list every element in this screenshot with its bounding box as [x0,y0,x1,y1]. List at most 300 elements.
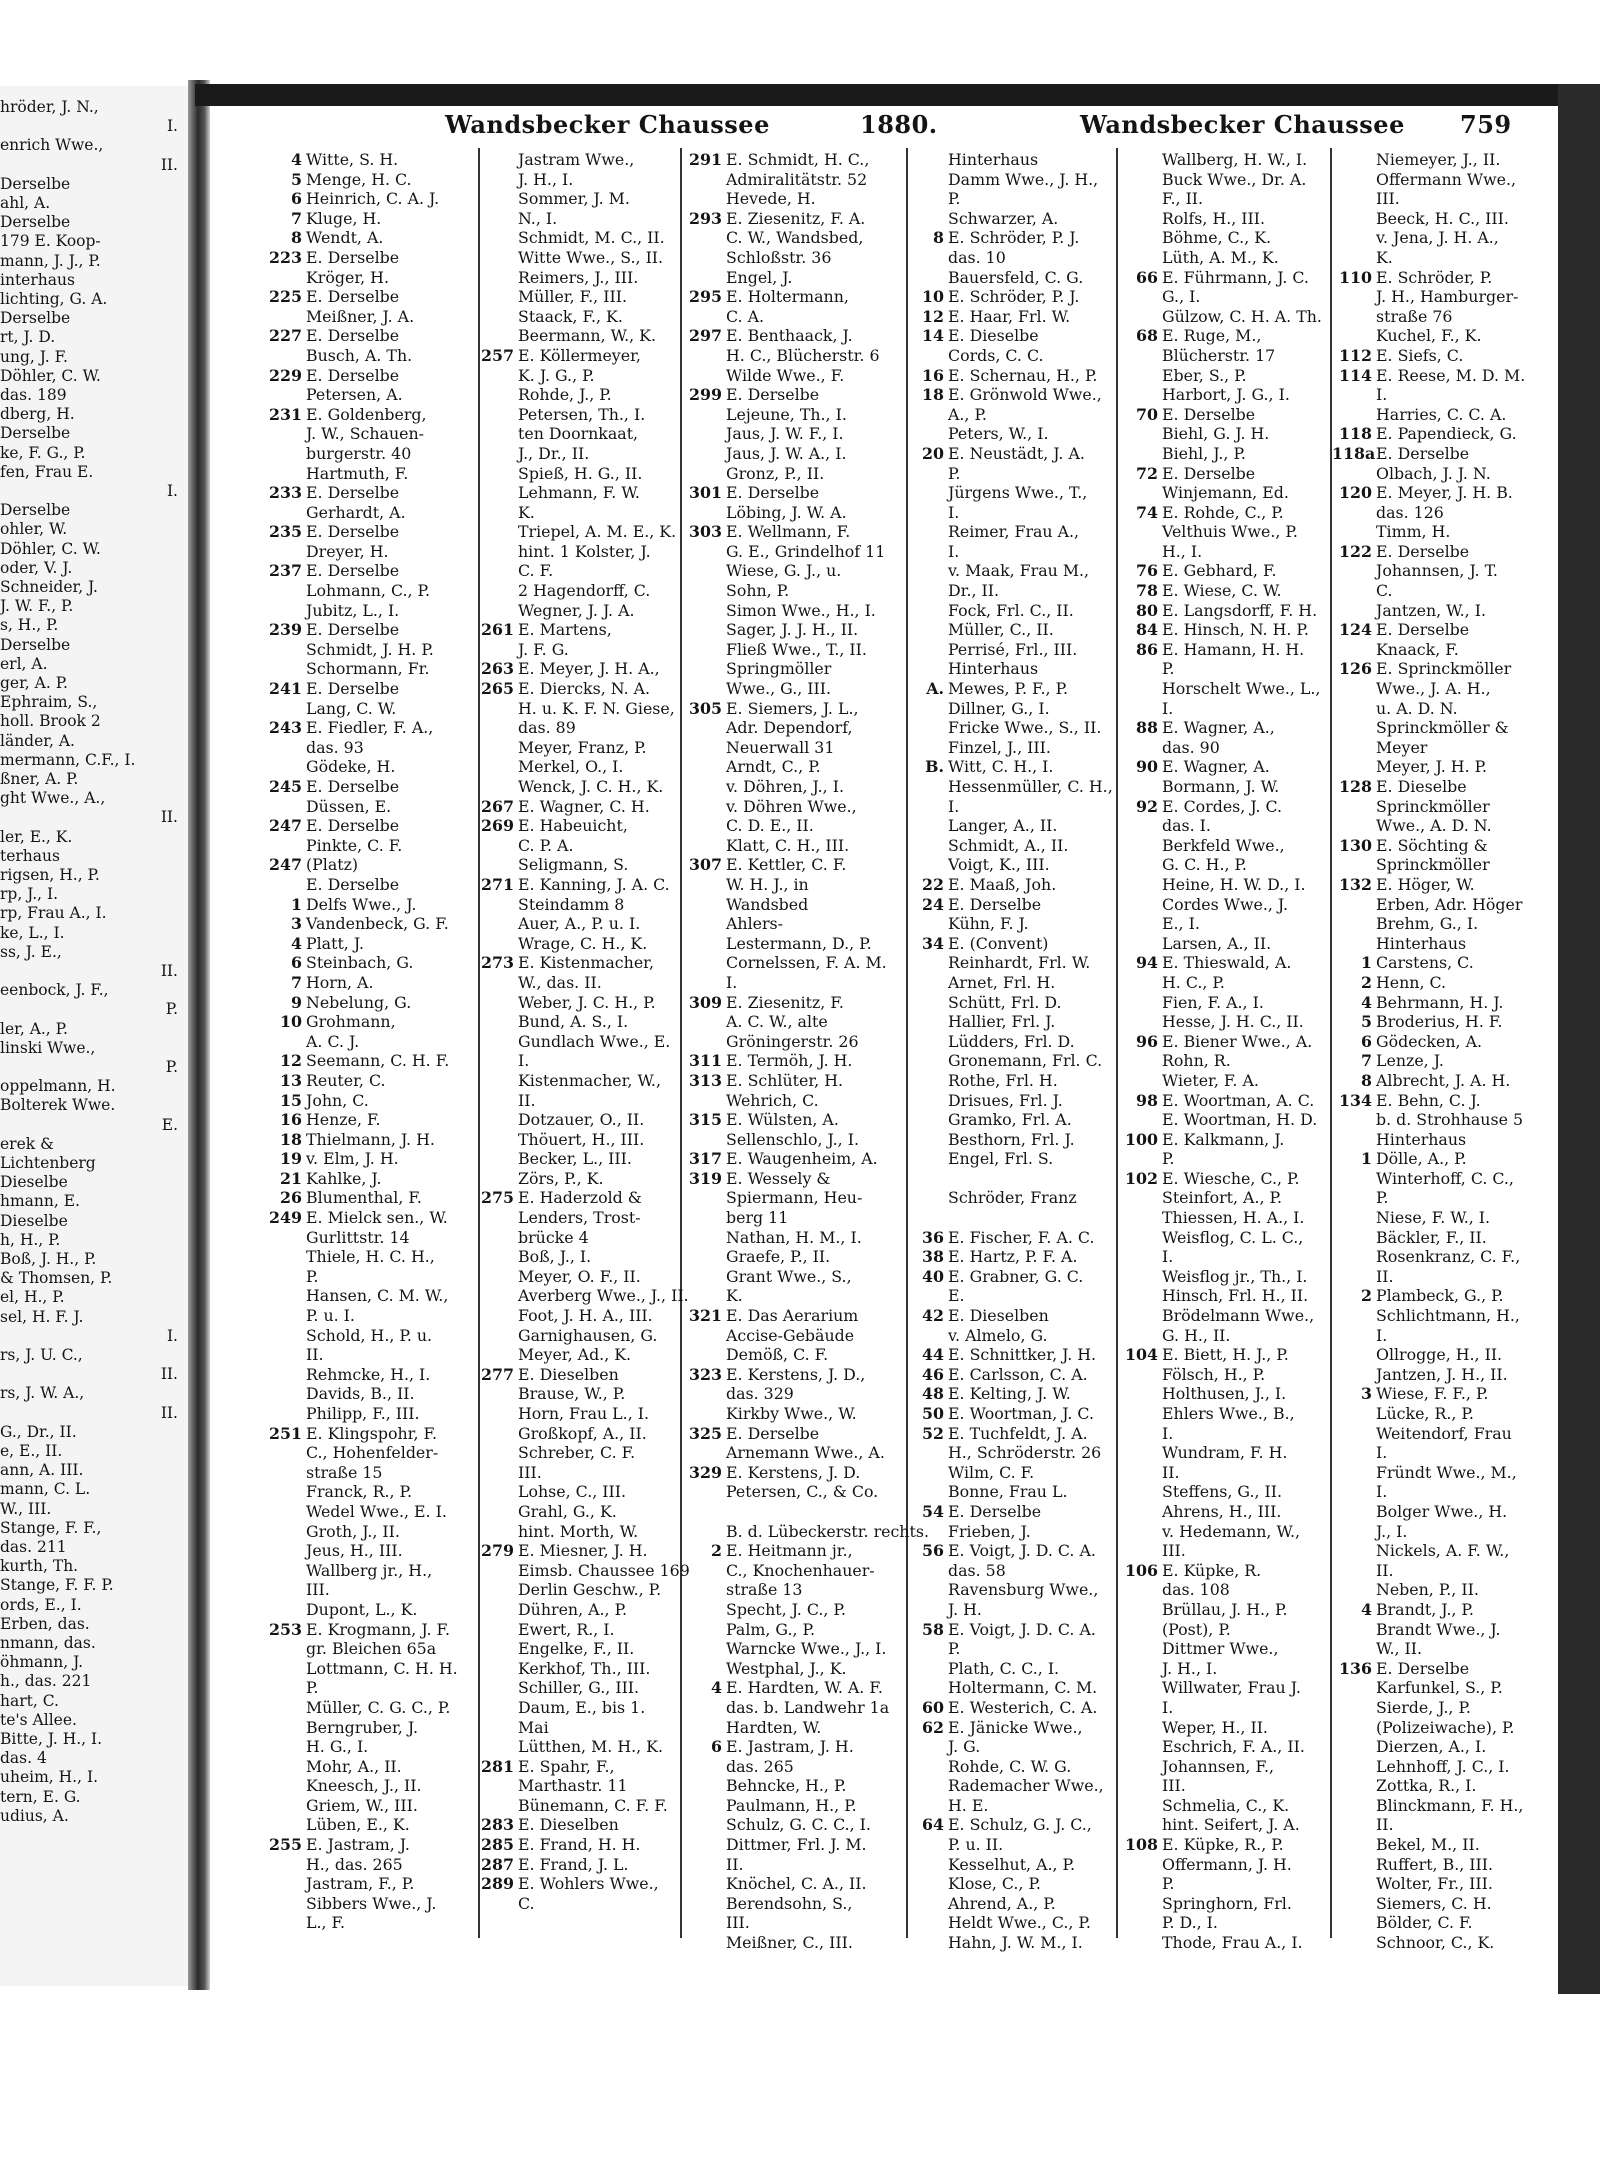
resident-name: III. [518,1462,542,1482]
resident-name: Rehmcke, H., I. [306,1364,431,1384]
directory-entry [908,1561,1116,1581]
directory-entry [682,209,906,229]
resident-name: I. [1162,698,1174,718]
house-number: 12 [922,306,944,326]
resident-name: I. [1376,1325,1388,1345]
house-number: 267 [481,796,514,816]
directory-entry [682,287,906,307]
resident-name: Hesse, J. H. C., II. [1162,1012,1304,1032]
header-left-title: Wandsbecker Chaussee [445,110,770,139]
house-number: 4 [291,933,302,953]
facing-page-line: das. 4 [0,1749,47,1768]
resident-name: Gödeke, H. [306,757,396,777]
resident-name: Wenck, J. C. H., K. [518,777,664,796]
directory-entry [262,1208,478,1228]
resident-name: Kirkby Wwe., W. [726,1404,857,1423]
resident-name: P. u. II. [948,1835,1004,1855]
directory-entry [1332,542,1554,562]
resident-name: Dierzen, A., I. [1376,1737,1487,1757]
resident-name: Steindamm 8 [518,894,625,914]
directory-entry [262,659,478,679]
directory-entry [1118,738,1330,758]
resident-name: E. Dieselbe [1376,777,1467,796]
directory-entry [1332,1345,1554,1365]
directory-entry [1332,424,1554,444]
directory-entry [682,757,906,777]
directory-entry [262,1835,478,1855]
resident-name: Brüllau, J. H., P. [1162,1599,1288,1619]
directory-entry [908,405,1116,425]
directory-entry [1118,797,1330,817]
facing-page-line: ohler, W. [0,520,68,539]
resident-name: Rademacher Wwe., [948,1776,1104,1796]
directory-entry [480,307,680,327]
resident-name: Bonne, Frau L. [948,1482,1068,1502]
resident-name: Beermann, W., K. [518,326,657,346]
resident-name: Damm Wwe., J. H., [948,169,1099,189]
directory-entry [262,1600,478,1620]
resident-name: E. Derselbe [306,483,400,503]
directory-entry [908,973,1116,993]
resident-name: Lehnhoff, J. C., I. [1376,1756,1510,1776]
directory-entry [682,268,906,288]
directory-entry [480,1502,680,1522]
directory-entry [480,189,680,209]
directory-entry [1118,1326,1330,1346]
resident-name: Hahn, J. W. M., I. [948,1933,1083,1953]
resident-name: Sager, J. J. H., II. [726,620,859,640]
facing-page-line: Döhler, C. W. [0,366,101,385]
directory-entry [262,1522,478,1542]
facing-page-line: h., das. 221 [0,1672,92,1691]
resident-name: III. [306,1580,330,1600]
resident-name: Niemeyer, J., II. [1376,150,1501,169]
directory-entry [1332,581,1554,601]
resident-name: Eschrich, F. A., II. [1162,1737,1305,1757]
resident-name: (Post), P. [1162,1619,1231,1639]
house-number: 24 [922,894,944,914]
directory-entry [480,1345,680,1365]
directory-entry [262,855,478,875]
resident-name: hint. Seifert, J. A. [1162,1815,1300,1835]
directory-entry [908,914,1116,934]
resident-name: E. Papendieck, G. [1376,424,1517,444]
house-number: 291 [689,150,722,169]
directory-entry [480,679,680,699]
directory-entry [1118,1835,1330,1855]
resident-name: Horn, Frau L., I. [518,1404,649,1423]
house-number: 13 [280,1070,302,1090]
facing-page-line: W., III. [0,1499,52,1518]
directory-entry [908,1071,1116,1091]
resident-name: E. Jänicke Wwe., [948,1717,1083,1737]
house-number: 223 [269,247,302,267]
resident-name: I. [726,972,738,992]
directory-entry [908,1678,1116,1698]
directory-entry [682,855,906,875]
resident-name: E. Voigt, J. D. C. A. [948,1619,1096,1639]
resident-name: Berendsohn, S., [726,1893,853,1913]
house-number: 323 [689,1364,722,1384]
resident-name: E. Küpke, R. [1162,1560,1262,1580]
facing-page-line: rp, J., I. [0,885,59,904]
facing-page-line: ler, A., P. [0,1019,68,1038]
resident-name: Meißner, C., III. [726,1933,853,1953]
directory-entry [682,326,906,346]
resident-name: I. [1376,385,1388,405]
directory-entry [908,699,1116,719]
directory-entry [682,1815,906,1835]
resident-name: H. C., P. [1162,972,1225,992]
directory-entry [262,875,478,895]
resident-name: Gödecken, A. [1376,1031,1483,1051]
directory-entry [1332,718,1554,738]
directory-entry [1332,189,1554,209]
directory-entry [1118,1639,1330,1659]
directory-entry [1332,1639,1554,1659]
directory-entry [908,1286,1116,1306]
directory-entry [480,1835,680,1855]
resident-name: Thiessen, H. A., I. [1162,1208,1305,1228]
resident-name: Spiermann, Heu- [726,1188,863,1208]
directory-entry [480,934,680,954]
directory-entry [1332,1110,1554,1130]
house-number: 98 [1136,1090,1158,1110]
resident-name: Dölle, A., P. [1376,1149,1467,1169]
resident-name: J. H., Hamburger- [1376,287,1519,307]
resident-name: J., Dr., II. [518,443,590,463]
house-number: 5 [291,169,302,189]
directory-entry [1332,1561,1554,1581]
resident-name: Lücke, R., P. [1376,1404,1474,1423]
house-number: 8 [933,228,944,248]
directory-entry [262,405,478,425]
resident-name: Kluge, H. [306,208,382,228]
resident-name: Reimer, Frau A., [948,522,1080,542]
resident-name: Groth, J., II. [306,1521,400,1541]
resident-name: Willwater, Frau J. [1162,1678,1301,1698]
resident-name: Nebelung, G. [306,992,412,1012]
directory-entry [480,855,680,875]
resident-name: Sprinckmöller & [1376,718,1509,738]
resident-name: Sommer, J. M. [518,189,630,209]
directory-entry [1118,679,1330,699]
house-number: 136 [1339,1658,1372,1678]
resident-name: Weper, H., II. [1162,1717,1268,1737]
resident-name: E. Dieselben [518,1815,619,1835]
directory-entry [682,1110,906,1130]
directory-entry [262,1894,478,1914]
facing-page-line: hröder, J. N., [0,98,99,116]
facing-page-line: oder, V. J. [0,558,73,577]
resident-name: J. H., I. [518,169,574,189]
resident-name: E. Wülsten, A. [726,1110,839,1130]
resident-name: Wallberg jr., H., [306,1560,433,1580]
resident-name: J. H., I. [1162,1658,1218,1678]
resident-name: Wundram, F. H. [1162,1443,1288,1463]
directory-entry [262,1580,478,1600]
directory-entry [1118,268,1330,288]
resident-name: E. Diercks, N. A. [518,679,651,699]
resident-name: E. Haar, Frl. W. [948,306,1071,326]
directory-entry [682,895,906,915]
facing-page-line: mann, C. L. [0,1480,91,1499]
directory-entry [1332,1424,1554,1444]
directory-entry [1118,1815,1330,1835]
directory-entry [262,1404,478,1424]
resident-name: Davids, B., II. [306,1384,415,1404]
directory-entry [1332,1032,1554,1052]
resident-name: Behrmann, H. J. [1376,992,1504,1012]
directory-entry [1118,1874,1330,1894]
directory-entry [1332,757,1554,777]
directory-entry [1118,1247,1330,1267]
facing-page-line: el, H., P. [0,1288,65,1307]
directory-entry [262,1130,478,1150]
resident-name: I. [1162,1697,1174,1717]
directory-entry [262,1874,478,1894]
directory-entry [1332,1306,1554,1326]
resident-name: P. [306,1266,319,1286]
directory-entry [262,287,478,307]
directory-entry [1332,503,1554,523]
directory-entry [480,209,680,229]
directory-entry [682,1620,906,1640]
house-number: 10 [280,1012,302,1032]
resident-name: Nathan, H. M., I. [726,1227,862,1247]
resident-name: Boß, J., I. [518,1247,592,1267]
resident-name: 2 Hagendorff, C. [518,581,651,601]
directory-entry [1118,1855,1330,1875]
directory-entry [908,895,1116,915]
house-number: 1 [291,894,302,914]
resident-name: Dittmer, Frl. J. M. [726,1835,867,1855]
directory-entry [682,1835,906,1855]
resident-name: E. Termöh, J. H. [726,1051,853,1071]
directory-entry [908,1874,1116,1894]
house-number: 231 [269,404,302,424]
directory-entry [682,522,906,542]
resident-name: Cornelssen, F. A. M. [726,953,887,973]
directory-entry [1332,1796,1554,1816]
directory-entry [682,385,906,405]
resident-name: Fölsch, H., P. [1162,1364,1266,1384]
resident-name: E. Grönwold Wwe., [948,385,1102,405]
resident-name: E. Habeuicht, [518,816,628,836]
directory-entry [682,170,906,190]
directory-entry [682,1933,906,1953]
resident-name: Jaus, J. W. A., I. [726,443,847,463]
directory-entry [908,679,1116,699]
house-number: A. [926,679,944,699]
resident-name: K. [1376,247,1393,267]
directory-entry [682,914,906,934]
resident-name: Heinrich, C. A. J. [306,189,440,209]
resident-name: Ravensburg Wwe., [948,1580,1099,1600]
directory-entry [262,170,478,190]
facing-page-line: udius, A. [0,1806,69,1825]
directory-entry [682,797,906,817]
resident-name: Simon Wwe., H., I. [726,600,876,620]
house-number: 245 [269,777,302,796]
resident-name: Graefe, P., II. [726,1247,831,1267]
house-number: 269 [481,816,514,836]
resident-name: G. H., II. [1162,1325,1231,1345]
resident-name: Meyer [1376,737,1428,757]
resident-name: Klatt, C. H., III. [726,835,850,855]
directory-entry [908,1149,1116,1169]
resident-name: Dillner, G., I. [948,698,1050,718]
directory-entry [908,1855,1116,1875]
directory-entry [262,1032,478,1052]
resident-name: Delfs Wwe., J. [306,894,417,914]
resident-name: Bekel, M., II. [1376,1835,1480,1855]
resident-name: E. Dieselbe [948,326,1039,346]
resident-name: Menge, H. C. [306,169,412,189]
facing-page-line: P. [165,1000,178,1019]
resident-name: Rohde, C. W. G. [948,1756,1072,1776]
resident-name: Peters, W., I. [948,424,1049,444]
directory-entry [908,1424,1116,1444]
resident-name: Wilm, C. F. [948,1462,1035,1482]
resident-name: Erben, Adr. Höger [1376,894,1523,914]
directory-entry [480,993,680,1013]
house-number: 6 [711,1737,722,1757]
directory-entry [1118,1718,1330,1738]
house-number: 233 [269,483,302,503]
resident-name: Specht, J. C., P. [726,1599,846,1619]
resident-name: J. G. [948,1737,981,1757]
resident-name: E. Derselbe [306,777,400,796]
directory-entry [908,1620,1116,1640]
resident-name: E. Langsdorff, F. H. [1162,600,1318,620]
house-number: 285 [481,1835,514,1855]
house-number: 38 [922,1247,944,1267]
resident-name: Sibbers Wwe., J. [306,1893,437,1913]
resident-name: Frieben, J. [948,1521,1031,1541]
directory-entry [262,738,478,758]
resident-name: das. I. [1162,816,1211,836]
directory-entry [1118,1541,1330,1561]
resident-name: P. D., I. [1162,1913,1218,1933]
resident-name: Sellenschlo, J., I. [726,1129,859,1149]
directory-entry [480,326,680,346]
resident-name: E. Schlüter, H. [726,1070,843,1090]
house-number: 76 [1136,561,1158,581]
directory-entry [262,1110,478,1130]
directory-entry [908,836,1116,856]
resident-name: Behncke, H., P. [726,1776,847,1796]
house-number: 8 [1361,1070,1372,1090]
directory-entry [262,1737,478,1757]
facing-page-line: Bitte, J. H., I. [0,1730,103,1748]
house-number: 118a [1332,443,1376,463]
directory-entry [480,1463,680,1483]
resident-name: E. Woortman, A. C. [1162,1090,1315,1110]
directory-entry [682,973,906,993]
resident-name: Rolfs, H., III. [1162,208,1266,228]
resident-name: Jantzen, J. H., II. [1376,1364,1508,1384]
directory-entry [908,1639,1116,1659]
facing-page-line: e, E., II. [0,1442,63,1460]
facing-page-line: ung, J. F. [0,347,68,366]
facing-page-line: Lichtenberg [0,1154,96,1172]
directory-entry [262,1541,478,1561]
resident-name: P. [948,1639,961,1659]
directory-entry [262,757,478,777]
directory-entry [908,1169,1116,1189]
directory-entry [908,209,1116,229]
resident-name: Winterhoff, C. C., [1376,1168,1514,1188]
resident-name: Lütthen, M. H., K. [518,1737,663,1757]
resident-name: Jastram Wwe., [518,150,635,169]
resident-name: Karfunkel, S., P. [1376,1678,1503,1698]
directory-entry [908,1463,1116,1483]
directory-entry [480,1560,690,1581]
directory-entry [908,326,1116,346]
directory-entry [262,1365,478,1385]
house-number: 5 [1361,1012,1372,1032]
directory-entry [480,1188,680,1208]
directory-entry [1118,346,1330,366]
directory-entry [682,1659,906,1679]
resident-name: Reinhardt, Frl. W. [948,953,1091,973]
directory-entry [1332,1835,1554,1855]
house-number: 100 [1125,1129,1158,1149]
directory-entry [908,1541,1116,1561]
directory-entry [262,1776,478,1796]
resident-name: Accise-Gebäude [726,1325,855,1345]
house-number: 2 [1361,1286,1372,1306]
resident-name: Schröder, Franz [948,1188,1077,1208]
house-number: 297 [689,326,722,346]
resident-name: Wilde Wwe., F. [726,365,845,385]
resident-name: Kühn, F. J. [948,914,1029,934]
resident-name: Biehl, J., P. [1162,443,1246,463]
directory-entry [262,326,478,346]
house-number: 275 [481,1188,514,1208]
directory-entry [682,405,906,425]
directory-entry [480,1267,680,1287]
directory-entry [908,1051,1116,1071]
resident-name: E. Woortman, J. C. [948,1404,1094,1423]
directory-entry [1332,1482,1554,1502]
directory-entry [682,346,906,366]
house-number: 4 [1361,1599,1372,1619]
resident-name: II. [1376,1815,1394,1835]
directory-entry [262,1345,478,1365]
resident-name: u. A. D. N. [1376,698,1458,718]
house-number: 247 [269,855,302,875]
directory-entry [1332,444,1554,464]
directory-entry [262,993,478,1013]
directory-entry [682,1737,906,1757]
directory-entry [1118,1071,1330,1091]
house-number: 10 [922,287,944,307]
house-number: 130 [1339,835,1372,855]
directory-entry [908,307,1116,327]
resident-name: E. Derselbe [306,247,400,267]
house-number: 313 [689,1070,722,1090]
directory-entry [480,1600,680,1620]
directory-entry [1332,777,1554,797]
resident-name: Hevede, H. [726,189,816,209]
directory-entry [262,1698,478,1718]
directory-entry [1332,1913,1554,1933]
directory-entry [908,1345,1116,1365]
resident-name: E. Derselbe [1376,1658,1470,1678]
resident-name: Philipp, F., III. [306,1404,420,1423]
